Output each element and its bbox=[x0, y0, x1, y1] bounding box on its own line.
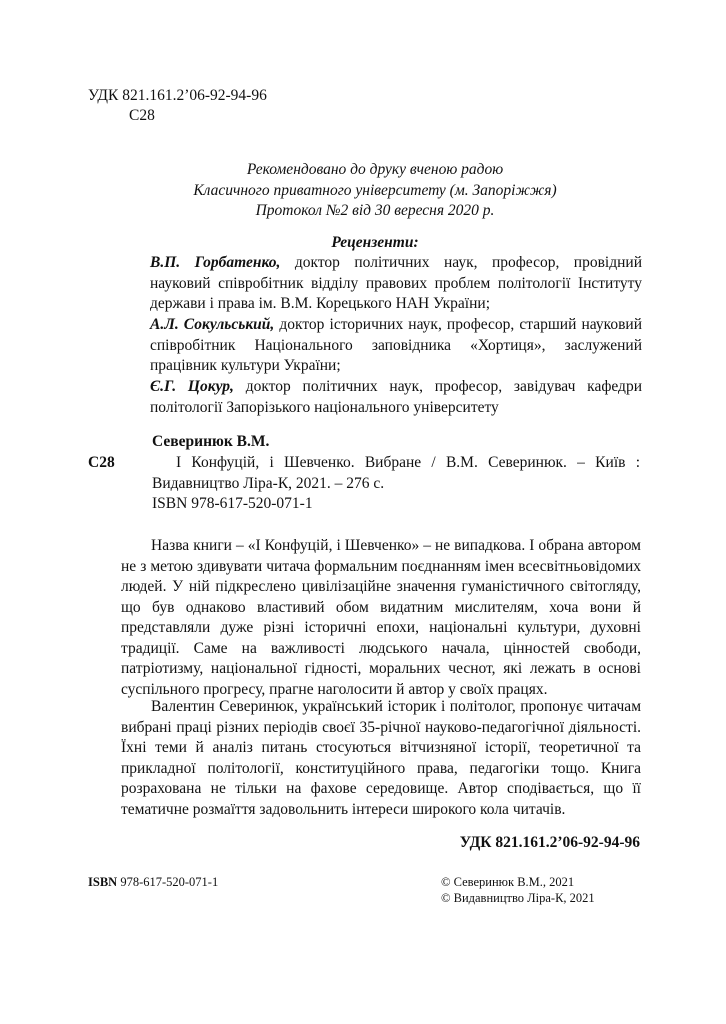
reviewer-entry bbox=[150, 315, 642, 377]
reviewer-name: А.Л. Сокульський, bbox=[150, 316, 275, 333]
annotation-paragraph: Валентин Северинюк, український історик і політолог, пропонує читачам вибрані праці різних періодів своєї 35-річної науково-педагогічної діяльності. Їхні теми й аналіз питань стосуються вітчизняної історії, теоретичної та прикладної політології, конституційного права, педагогіки тощо. Книга розрахована не тільки на фахове середовище. Автор сподівається, що її тематичне розмаїття задовольнить інтереси широкого кола читачів. bbox=[121, 698, 641, 818]
reviewer-credentials: доктор політичних наук, професор, завідувач кафедри політології Запорізького національного університету bbox=[150, 378, 642, 416]
reviewer-entry bbox=[150, 377, 642, 418]
reviewer-credentials: доктор історичних наук, професор, старший науковий співробітник Національного заповідника «Хортиця», заслужений працівник культури України; bbox=[150, 316, 643, 374]
reviewers-title: Рецензенти: bbox=[331, 234, 419, 251]
copyright-publisher: © Видавництво Ліра-К, 2021 bbox=[441, 891, 595, 905]
reviewer-credentials: доктор політичних наук, професор, провідний науковий співробітник відділу правових проблем політології Інституту держави і права ім. В.М. Корецького НАН України; bbox=[150, 254, 642, 312]
udk-code: УДК 821.161.2’06-92-94-96 bbox=[88, 87, 267, 104]
recommendation-line: Рекомендовано до друку вченою радою bbox=[246, 161, 504, 178]
book-author: Северинюк В.М. bbox=[152, 433, 270, 450]
recommendation-line: Протокол №2 від 30 вересня 2020 р. bbox=[255, 202, 495, 219]
reviewer-name: Є.Г. Цокур, bbox=[150, 378, 234, 395]
footer-isbn-value: 978-617-520-071-1 bbox=[117, 875, 219, 889]
footer-isbn bbox=[88, 874, 218, 890]
recommendation-line: Класичного приватного університету (м. Запоріжжя) bbox=[193, 181, 557, 199]
annotation-paragraph: Назва книги – «І Конфуцій, і Шевченко» – не випадкова. І обрана автором не з метою здивувати читача формальним поєднанням імен всесвітньовідомих людей. У ній підкреслено цивілізаційне значення гуманістичного світогляду, що був однаково властивий обом видатним мислителям, хоча вони й представляли дуже різні історичні епохи, національні культури, духовні традиції. Саме на важливості людського начала, цінностей свободи, патріотизму, національної гідності, моральних чеснот, які лежать в основі суспільного прогресу, прагне наголосити й автор у своїх працях. bbox=[121, 537, 641, 698]
classification-code: С28 bbox=[129, 107, 155, 124]
reviewer-entry bbox=[150, 253, 642, 315]
udk-code-bottom: УДК 821.161.2’06-92-94-96 bbox=[459, 834, 640, 851]
bibliography-code: С28 bbox=[88, 454, 115, 471]
bibliographic-description: І Конфуцій, і Шевченко. Вибране / В.М. Северинюк. – Київ : Видавництво Ліра-К, 2021. – 276 с. bbox=[152, 454, 640, 492]
copyright-author: © Северинюк В.М., 2021 bbox=[441, 875, 575, 889]
reviewer-name: В.П. Горбатенко, bbox=[150, 254, 281, 271]
footer-isbn-label: ISBN bbox=[88, 875, 118, 889]
recommendation-block bbox=[120, 160, 630, 222]
book-isbn: ISBN 978-617-520-071-1 bbox=[152, 495, 313, 512]
